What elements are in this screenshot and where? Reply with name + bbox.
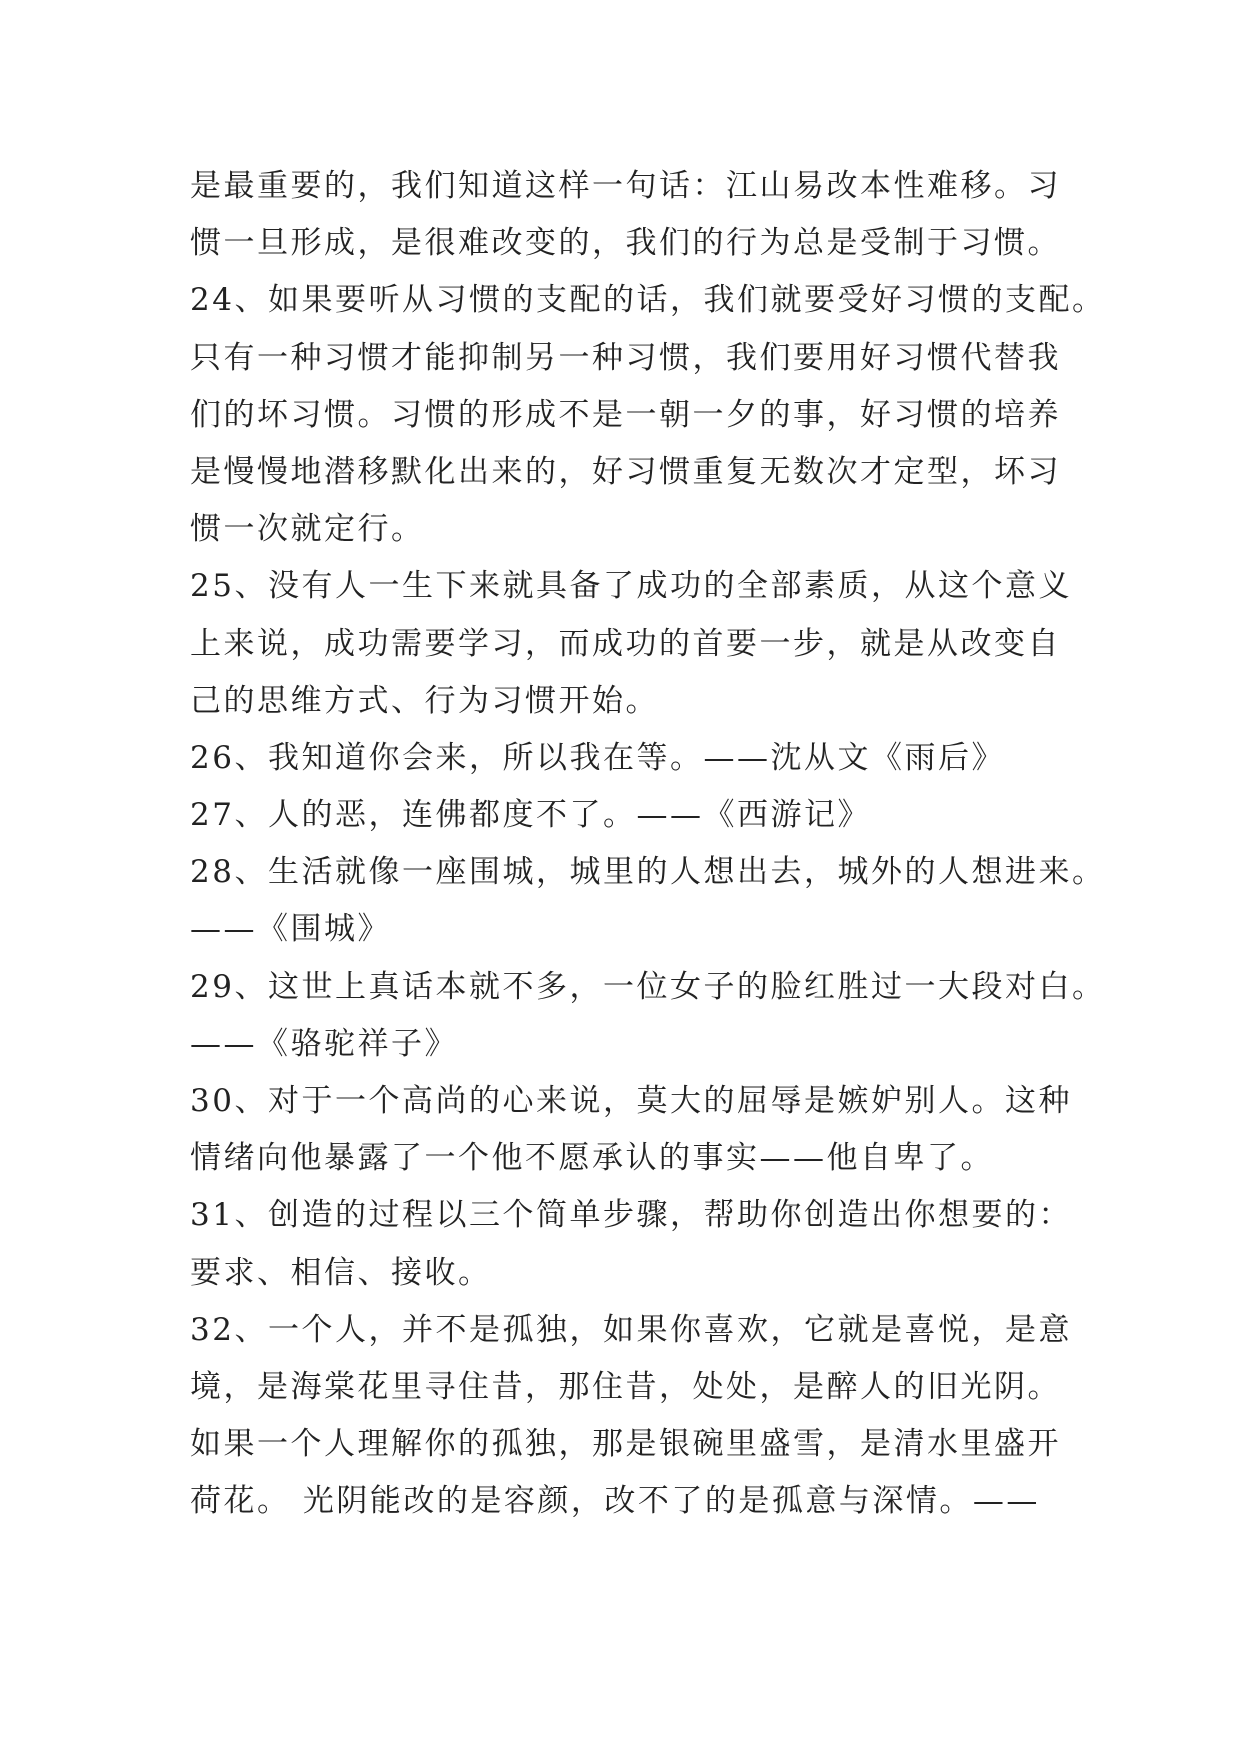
text-line: ——《骆驼祥子》 [190,1025,458,1062]
text-line: 上来说，成功需要学习，而成功的首要一步，就是从改变自 [190,625,1061,662]
text-line: 25、没有人一生下来就具备了成功的全部素质，从这个意义 [190,568,1072,605]
text-line: 是慢慢地潜移默化出来的，好习惯重复无数次才定型，坏习 [190,453,1061,490]
text-line: 31、创造的过程以三个简单步骤，帮助你创造出你想要的： [190,1197,1072,1234]
text-line: 32、一个人，并不是孤独，如果你喜欢，它就是喜悦，是意 [190,1311,1072,1348]
text-line: 27、人的恶，连佛都度不了。——《西游记》 [190,797,871,834]
text-line: 荷花。 光阴能改的是容颜，改不了的是孤意与深情。—— [190,1483,1040,1520]
text-line: 如果一个人理解你的孤独，那是银碗里盛雪，是清水里盛开 [190,1426,1061,1463]
text-line: 只有一种习惯才能抑制另一种习惯，我们要用好习惯代替我 [190,339,1061,376]
text-line: 要求、相信、接收。 [190,1254,492,1291]
text-line: 30、对于一个高尚的心来说，莫大的屈辱是嫉妒别人。这种 [190,1083,1072,1119]
document-body [190,158,1106,1531]
text-line: 惯一次就定行。 [190,511,425,548]
text-line: 情绪向他暴露了一个他不愿承认的事实——他自卑了。 [190,1140,994,1177]
text-line: ——《围城》 [190,911,391,948]
text-line: 26、我知道你会来，所以我在等。——沈从文《雨后》 [190,739,1005,776]
text-line: 29、这世上真话本就不多，一位女子的脸红胜过一大段对白。 [190,968,1106,1005]
text-line: 惯一旦形成，是很难改变的，我们的行为总是受制于习惯。 [190,225,1061,262]
text-line: 们的坏习惯。习惯的形成不是一朝一夕的事，好习惯的培养 [190,396,1061,433]
text-line: 是最重要的，我们知道这样一句话：江山易改本性难移。习 [190,168,1061,204]
text-line: 己的思维方式、行为习惯开始。 [190,682,659,719]
text-line: 24、如果要听从习惯的支配的话，我们就要受好习惯的支配。 [190,282,1106,319]
text-line: 境，是海棠花里寻住昔，那住昔，处处，是醉人的旧光阴。 [190,1368,1061,1405]
text-line: 28、生活就像一座围城，城里的人想出去，城外的人想进来。 [190,854,1106,891]
